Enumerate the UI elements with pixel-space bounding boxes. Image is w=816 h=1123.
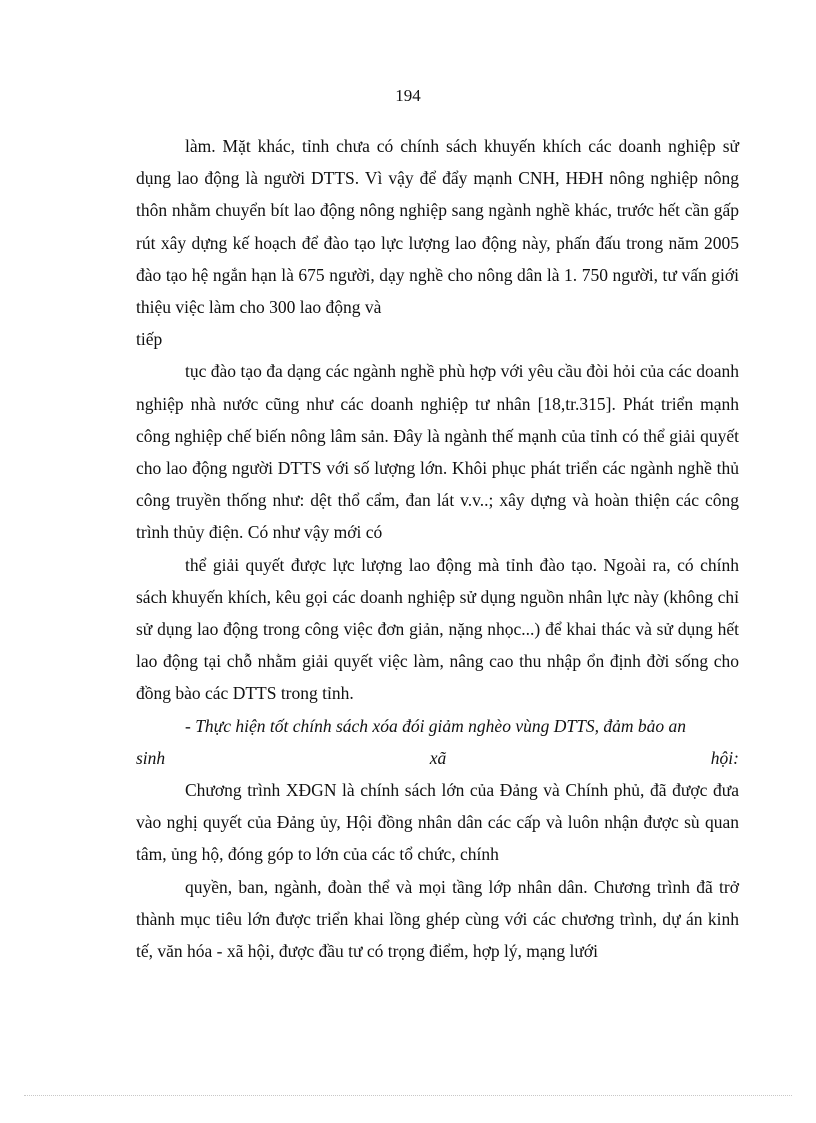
heading-word: xã: [429, 747, 447, 768]
footer-divider: [24, 1095, 792, 1096]
page-number: 194: [395, 86, 421, 105]
paragraph-labor-policy: làm. Mặt khác, tỉnh chưa có chính sách khuyến khích các doanh nghiệp sử dụng lao động là người DTTS. Vì vậy để đẩy mạnh CNH, HĐH nông nghiệp nông thôn nhằm chuyển bít lao động nông nghiệp sang ngành nghề khác, trước hết cần gấp rút xây dựng kế hoạch để đào tạo lực lượng lao động này, phấn đấu trong năm 2005 đào tạo hệ ngắn hạn là 675 người, dạy nghề cho nông dân là 1. 750 người, tư vấn giới thiệu việc làm cho 300 lao động và: [136, 136, 739, 318]
paragraph-fragment: tiếp: [136, 329, 163, 350]
body-text: [136, 130, 739, 967]
heading-word: hội:: [710, 747, 739, 768]
paragraph-poverty-program: Chương trình XĐGN là chính sách lớn của Đảng và Chính phủ, đã được đưa vào nghị quyết của Đảng ủy, Hội đồng nhân dân các cấp và luôn nhận được sù quan tâm, ủng hộ, đóng góp to lớn của các tổ chức, chính: [136, 780, 739, 865]
paragraph-solutions: thể giải quyết được lực lượng lao động mà tỉnh đào tạo. Ngoài ra, có chính sách khuyến khích, kêu gọi các doanh nghiệp sử dụng nguồn nhân lực này (không chỉ sử dụng lao động trong công việc đơn giản, nặng nhọc...) để khai thác và sử dụng hết lao động tại chỗ nhằm giải quyết việc làm, nâng cao thu nhập ổn định đời sống cho đồng bào các DTTS trong tỉnh.: [136, 554, 739, 704]
section-heading-continuation: [136, 742, 739, 774]
heading-word: sinh: [136, 747, 166, 768]
paragraph-training: tục đào tạo đa dạng các ngành nghề phù hợp với yêu cầu đòi hỏi của các doanh nghiệp nhà nước cũng như các doanh nghiệp tư nhân [18,tr.315]. Phát triển mạnh công nghiệp chế biến nông lâm sản. Đây là ngành thế mạnh của tỉnh có thể giải quyết cho lao động người DTTS với số lượng lớn. Khôi phục phát triển các ngành nghề thủ công truyền thống như: dệt thổ cẩm, đan lát v.v..; xây dựng và hoàn thiện các công trình thủy điện. Có như vậy mới có: [136, 361, 739, 543]
section-heading: - Thực hiện tốt chính sách xóa đói giảm nghèo vùng DTTS, đảm bảo an: [185, 715, 686, 736]
paragraph-program-goals: quyền, ban, ngành, đoàn thể và mọi tầng lớp nhân dân. Chương trình đã trở thành mục tiêu lớn được triển khai lồng ghép cùng với các chương trình, dự án kinh tế, văn hóa - xã hội, được đầu tư có trọng điểm, hợp lý, mạng lưới: [136, 876, 739, 962]
